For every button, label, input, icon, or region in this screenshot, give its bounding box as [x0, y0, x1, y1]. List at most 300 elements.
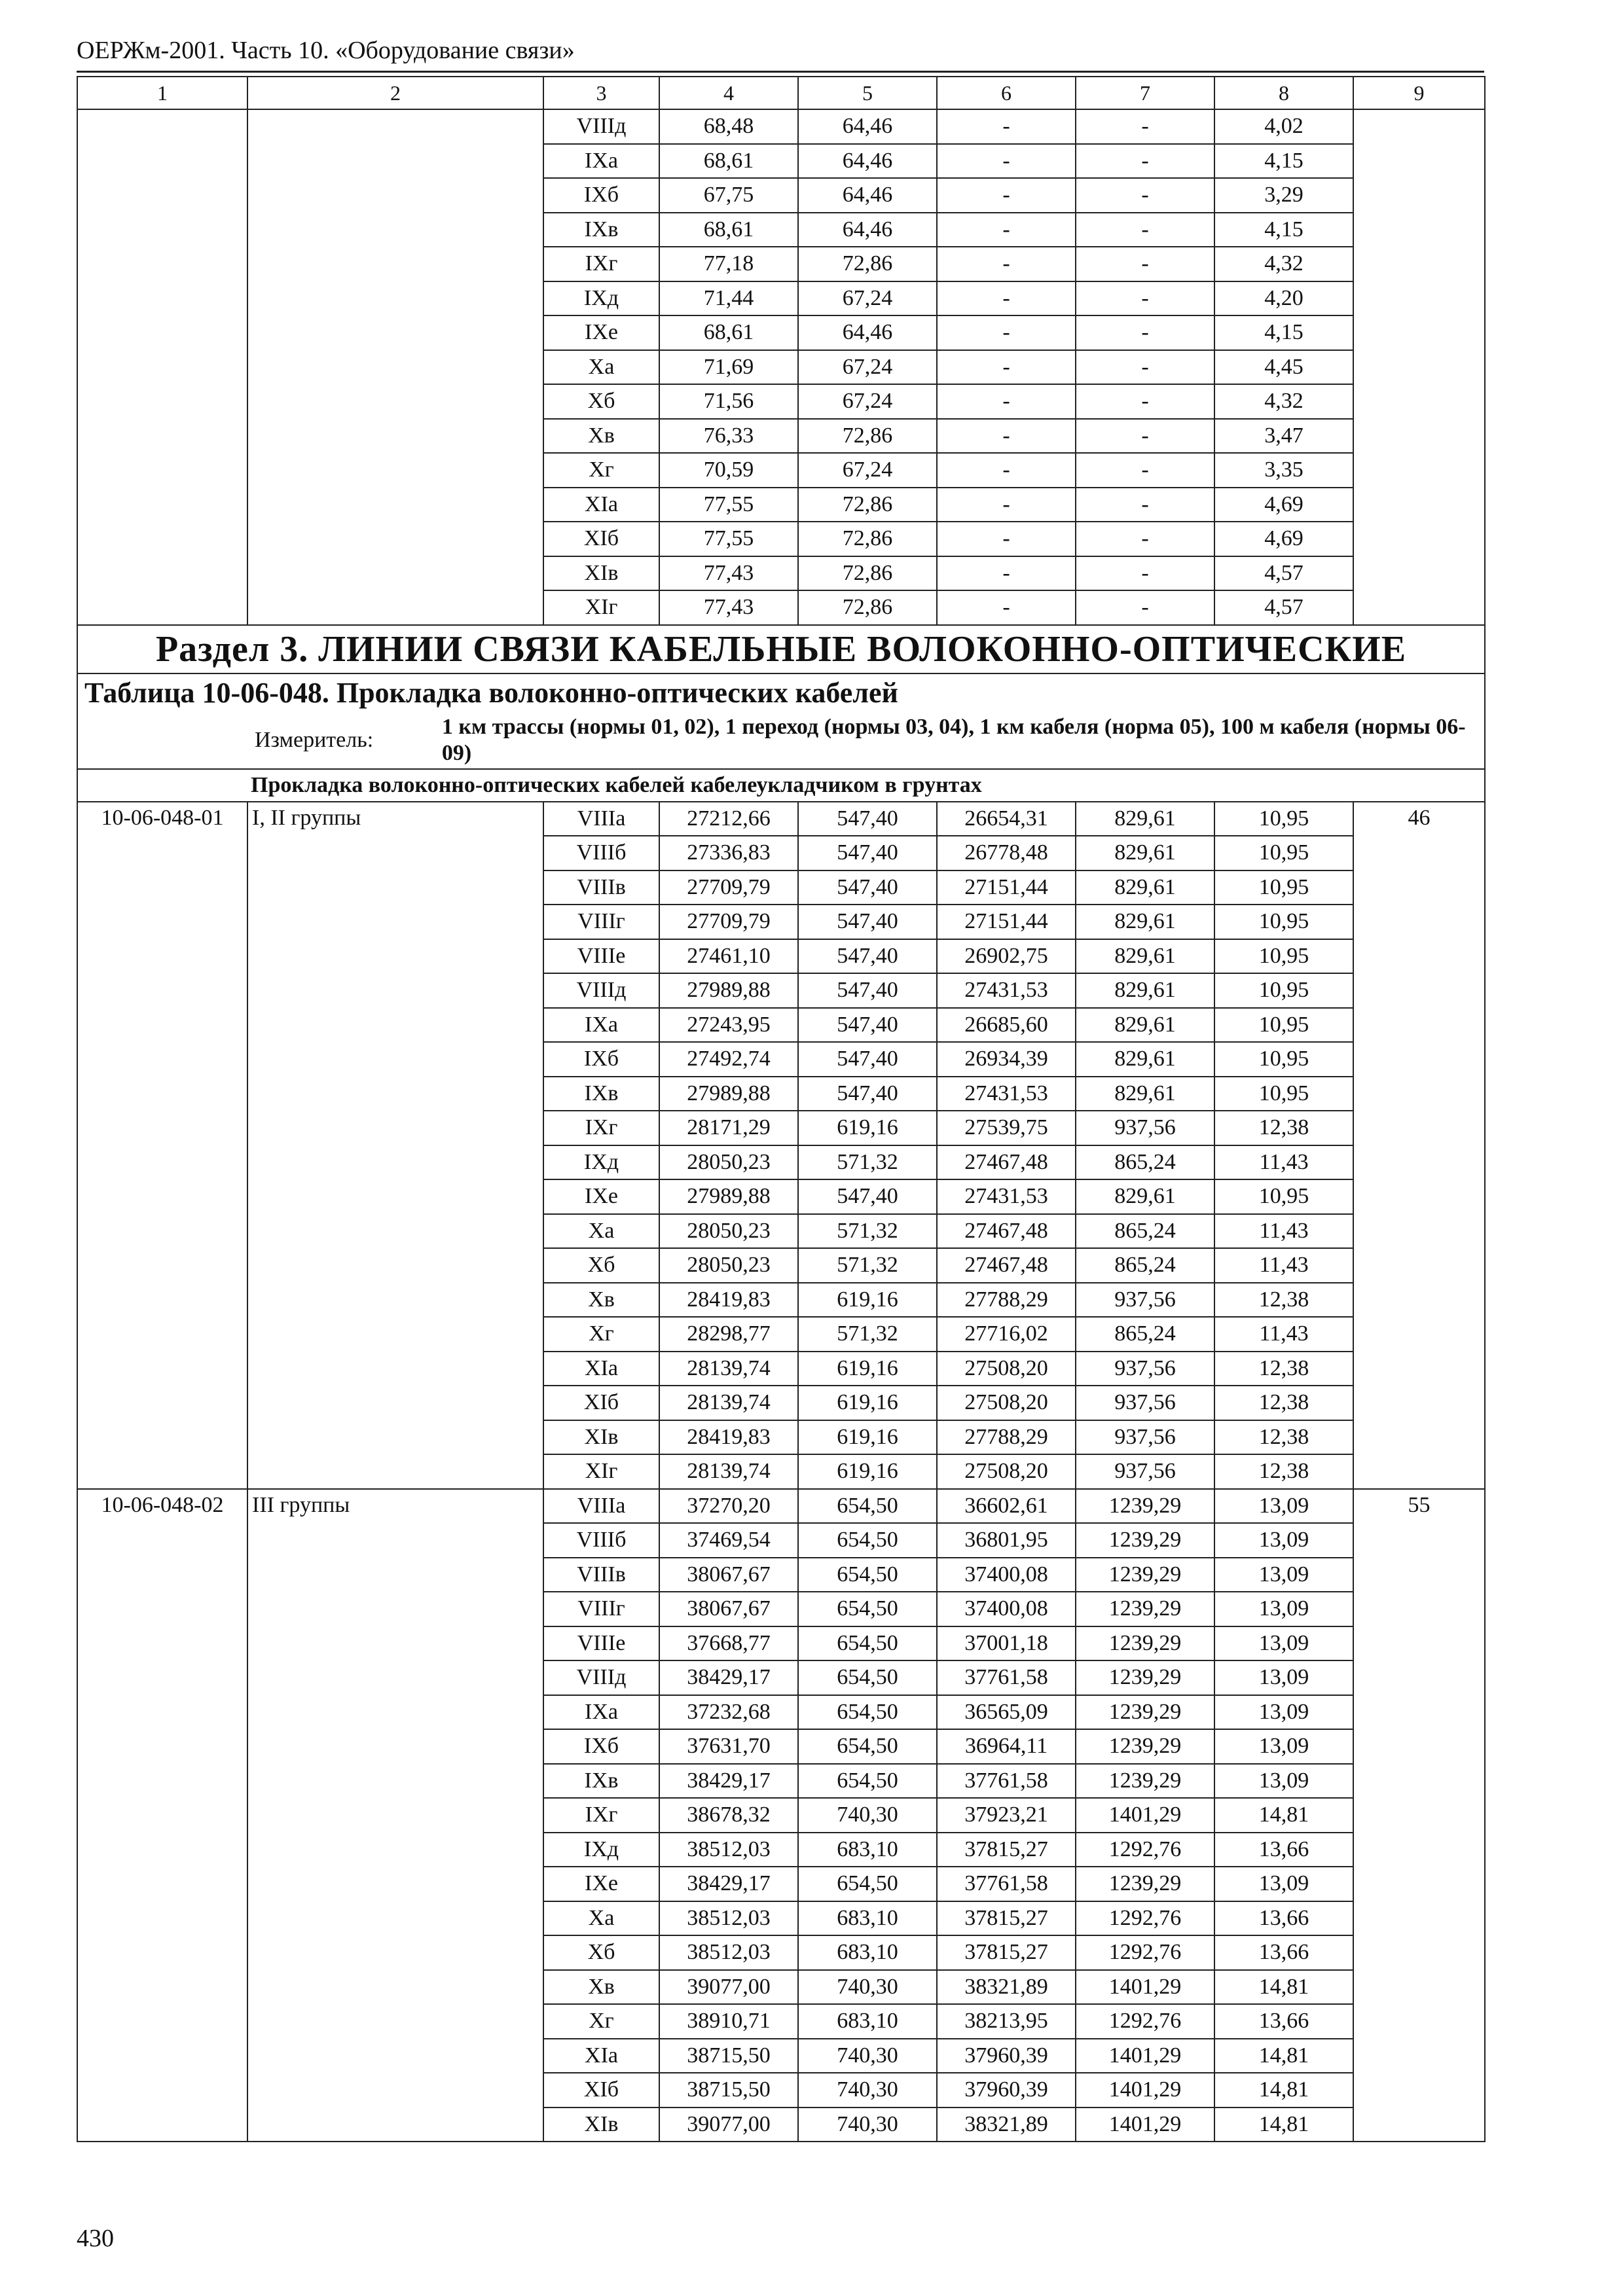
value-cell: 740,30 [798, 1798, 937, 1833]
value-cell: 37400,08 [937, 1592, 1076, 1626]
value-cell: 865,24 [1076, 1214, 1214, 1249]
unit-text: 1 км трассы (нормы 01, 02), 1 переход (нормы 03, 04), 1 км кабеля (норма 05), 100 м кабеля (нормы 06-09) [441, 714, 1466, 765]
value-cell: 1292,76 [1076, 2004, 1214, 2039]
value-cell: 683,10 [798, 1901, 937, 1936]
value-cell: - [1076, 144, 1214, 179]
value-cell: 12,38 [1214, 1420, 1353, 1455]
value-cell: 28050,23 [659, 1214, 798, 1249]
value-cell: 13,09 [1214, 1626, 1353, 1661]
value-cell: - [1076, 178, 1214, 213]
value-cell: 38512,03 [659, 1833, 798, 1867]
value-cell: IXд [543, 1145, 659, 1180]
value-cell: 71,56 [659, 384, 798, 419]
value-cell: 37960,39 [937, 2039, 1076, 2073]
value-cell: 68,48 [659, 109, 798, 144]
value-cell: 3,47 [1214, 419, 1353, 454]
value-cell: 37761,58 [937, 1867, 1076, 1901]
value-cell: 654,50 [798, 1558, 937, 1592]
value-cell: - [1076, 488, 1214, 522]
value-cell: IXа [543, 144, 659, 179]
value-cell: IXд [543, 281, 659, 316]
value-cell: 654,50 [798, 1523, 937, 1558]
value-cell: XIв [543, 2108, 659, 2142]
value-cell: 11,43 [1214, 1145, 1353, 1180]
section-title-row [77, 625, 1485, 673]
value-cell: 13,09 [1214, 1660, 1353, 1695]
value-cell: 38910,71 [659, 2004, 798, 2039]
value-cell: 77,55 [659, 488, 798, 522]
value-cell: 4,15 [1214, 213, 1353, 247]
value-cell: 619,16 [798, 1386, 937, 1420]
value-cell: 36801,95 [937, 1523, 1076, 1558]
value-cell: 1401,29 [1076, 1970, 1214, 2005]
value-cell: 1239,29 [1076, 1558, 1214, 1592]
table-title-row [77, 673, 1485, 712]
value-cell: 13,09 [1214, 1523, 1353, 1558]
value-cell: Xг [543, 453, 659, 488]
value-cell: 937,56 [1076, 1111, 1214, 1145]
value-cell: 10,95 [1214, 1008, 1353, 1043]
value-cell: 13,09 [1214, 1764, 1353, 1799]
value-cell: 12,38 [1214, 1386, 1353, 1420]
value-cell: - [937, 419, 1076, 454]
header-rule [77, 71, 1484, 73]
value-cell: 27788,29 [937, 1283, 1076, 1318]
value-cell: 37923,21 [937, 1798, 1076, 1833]
value-cell: 740,30 [798, 1970, 937, 2005]
value-cell: 28139,74 [659, 1454, 798, 1489]
value-cell: 547,40 [798, 870, 937, 905]
value-cell: 829,61 [1076, 973, 1214, 1008]
value-cell: Xа [543, 1214, 659, 1249]
value-cell: 38429,17 [659, 1660, 798, 1695]
value-cell: 654,50 [798, 1489, 937, 1524]
value-cell: XIг [543, 1454, 659, 1489]
value-cell: 37469,54 [659, 1523, 798, 1558]
value-cell: 36602,61 [937, 1489, 1076, 1524]
page-number: 430 [77, 2225, 114, 2252]
value-cell: VIIIе [543, 939, 659, 974]
column-number: 1 [77, 77, 247, 109]
value-cell: 654,50 [798, 1592, 937, 1626]
column-number: 4 [659, 77, 798, 109]
table-row [77, 1489, 1485, 1524]
value-cell: 13,09 [1214, 1695, 1353, 1730]
value-cell: 64,46 [798, 178, 937, 213]
value-cell: 27151,44 [937, 905, 1076, 939]
value-cell: 27151,44 [937, 870, 1076, 905]
value-cell: 27989,88 [659, 1077, 798, 1111]
value-cell: 547,40 [798, 836, 937, 870]
value-cell: 27709,79 [659, 905, 798, 939]
value-cell: 28050,23 [659, 1145, 798, 1180]
value-cell: 11,43 [1214, 1248, 1353, 1283]
value-cell: 4,69 [1214, 488, 1353, 522]
value-cell: 26902,75 [937, 939, 1076, 974]
value-cell: 77,43 [659, 590, 798, 625]
value-cell: - [1076, 109, 1214, 144]
table-title: Таблица 10-06-048. Прокладка волоконно-оптических кабелей [77, 673, 1485, 712]
value-cell: 4,02 [1214, 109, 1353, 144]
value-cell: 71,44 [659, 281, 798, 316]
value-cell: 4,32 [1214, 384, 1353, 419]
value-cell: 937,56 [1076, 1386, 1214, 1420]
value-cell: 571,32 [798, 1145, 937, 1180]
value-cell: 72,86 [798, 590, 937, 625]
value-cell: VIIIд [543, 1660, 659, 1695]
unit-cell [77, 712, 1485, 769]
value-cell: 68,61 [659, 144, 798, 179]
value-cell: 37232,68 [659, 1695, 798, 1730]
value-cell: VIIIд [543, 973, 659, 1008]
value-cell: XIв [543, 556, 659, 591]
value-cell: 829,61 [1076, 802, 1214, 836]
value-cell: 654,50 [798, 1764, 937, 1799]
value-cell: 829,61 [1076, 836, 1214, 870]
value-cell: 64,46 [798, 213, 937, 247]
value-cell: 28139,74 [659, 1352, 798, 1386]
unit-wrap [82, 712, 1480, 768]
value-cell: 865,24 [1076, 1248, 1214, 1283]
value-cell: 27431,53 [937, 1179, 1076, 1214]
value-cell: 937,56 [1076, 1454, 1214, 1489]
value-cell: Xб [543, 384, 659, 419]
value-cell: 937,56 [1076, 1283, 1214, 1318]
value-cell: 67,24 [798, 350, 937, 385]
value-cell: VIIIв [543, 870, 659, 905]
value-cell: IXе [543, 1867, 659, 1901]
value-cell: 571,32 [798, 1317, 937, 1352]
value-cell: IXб [543, 1042, 659, 1077]
value-cell: 11,43 [1214, 1214, 1353, 1249]
value-cell: 14,81 [1214, 1970, 1353, 2005]
value-cell: 27467,48 [937, 1214, 1076, 1249]
value-cell: IXб [543, 1729, 659, 1764]
value-cell: 28139,74 [659, 1386, 798, 1420]
value-cell: 27989,88 [659, 973, 798, 1008]
value-cell: 3,29 [1214, 178, 1353, 213]
value-cell: 547,40 [798, 1077, 937, 1111]
value-cell: 829,61 [1076, 1179, 1214, 1214]
value-cell: 10,95 [1214, 1042, 1353, 1077]
value-cell: 1292,76 [1076, 1935, 1214, 1970]
value-cell: 38429,17 [659, 1764, 798, 1799]
col9-value: 55 [1353, 1489, 1485, 2142]
value-cell: Xа [543, 350, 659, 385]
value-cell: 68,61 [659, 315, 798, 350]
value-cell: VIIIв [543, 1558, 659, 1592]
value-cell: 77,18 [659, 247, 798, 281]
value-cell: 13,66 [1214, 1935, 1353, 1970]
value-cell: 37960,39 [937, 2073, 1076, 2108]
value-cell: 12,38 [1214, 1454, 1353, 1489]
table-body [77, 77, 1485, 2142]
value-cell: 4,69 [1214, 522, 1353, 556]
value-cell: 72,86 [798, 556, 937, 591]
value-cell: 4,15 [1214, 144, 1353, 179]
value-cell: 38213,95 [937, 2004, 1076, 2039]
value-cell: 38321,89 [937, 1970, 1076, 2005]
value-cell: 14,81 [1214, 2039, 1353, 2073]
value-cell: 28298,77 [659, 1317, 798, 1352]
value-cell: 12,38 [1214, 1111, 1353, 1145]
value-cell: 71,69 [659, 350, 798, 385]
value-cell: - [1076, 281, 1214, 316]
value-cell: XIб [543, 2073, 659, 2108]
value-cell: 619,16 [798, 1283, 937, 1318]
value-cell: 37761,58 [937, 1764, 1076, 1799]
value-cell: 865,24 [1076, 1317, 1214, 1352]
value-cell: 37761,58 [937, 1660, 1076, 1695]
value-cell: 13,09 [1214, 1729, 1353, 1764]
value-cell: 683,10 [798, 1935, 937, 1970]
value-cell: 10,95 [1214, 836, 1353, 870]
value-cell: VIIIг [543, 905, 659, 939]
value-cell: 740,30 [798, 2039, 937, 2073]
value-cell: 14,81 [1214, 2073, 1353, 2108]
value-cell: 10,95 [1214, 973, 1353, 1008]
value-cell: 829,61 [1076, 870, 1214, 905]
value-cell: 740,30 [798, 2108, 937, 2142]
value-cell: 829,61 [1076, 939, 1214, 974]
value-cell: 72,86 [798, 247, 937, 281]
value-cell: 27709,79 [659, 870, 798, 905]
value-cell: 38715,50 [659, 2039, 798, 2073]
value-cell: 38321,89 [937, 2108, 1076, 2142]
value-cell: 28171,29 [659, 1111, 798, 1145]
norm-code: 10-06-048-02 [77, 1489, 247, 2142]
value-cell: - [937, 144, 1076, 179]
value-cell: 683,10 [798, 2004, 937, 2039]
col9-value: 46 [1353, 802, 1485, 1489]
column-number: 6 [937, 77, 1076, 109]
value-cell: 12,38 [1214, 1283, 1353, 1318]
value-cell: Xв [543, 1970, 659, 2005]
column-number-row [77, 77, 1485, 109]
value-cell: 1401,29 [1076, 2039, 1214, 2073]
value-cell: 37815,27 [937, 1833, 1076, 1867]
value-cell: - [1076, 453, 1214, 488]
value-cell: IXд [543, 1833, 659, 1867]
value-cell: 67,24 [798, 281, 937, 316]
value-cell: 1401,29 [1076, 2108, 1214, 2142]
value-cell: 740,30 [798, 2073, 937, 2108]
value-cell: IXг [543, 1798, 659, 1833]
value-cell: 4,15 [1214, 315, 1353, 350]
value-cell: - [1076, 522, 1214, 556]
value-cell: Xб [543, 1248, 659, 1283]
value-cell: 27492,74 [659, 1042, 798, 1077]
value-cell: 13,09 [1214, 1592, 1353, 1626]
value-cell: IXа [543, 1008, 659, 1043]
value-cell: XIа [543, 1352, 659, 1386]
value-cell: Xа [543, 1901, 659, 1936]
value-cell: 1401,29 [1076, 2073, 1214, 2108]
value-cell: 1239,29 [1076, 1867, 1214, 1901]
value-cell: 64,46 [798, 109, 937, 144]
value-cell: 619,16 [798, 1352, 937, 1386]
table-row [77, 109, 1485, 144]
value-cell: 4,20 [1214, 281, 1353, 316]
value-cell: XIб [543, 522, 659, 556]
value-cell: 27716,02 [937, 1317, 1076, 1352]
value-cell: 829,61 [1076, 905, 1214, 939]
value-cell: 38678,32 [659, 1798, 798, 1833]
value-cell: 13,66 [1214, 2004, 1353, 2039]
value-cell: 64,46 [798, 315, 937, 350]
value-cell: 68,61 [659, 213, 798, 247]
value-cell: - [937, 315, 1076, 350]
value-cell: 37631,70 [659, 1729, 798, 1764]
value-cell: 27989,88 [659, 1179, 798, 1214]
value-cell: 1401,29 [1076, 1798, 1214, 1833]
value-cell: 39077,00 [659, 1970, 798, 2005]
value-cell: 38067,67 [659, 1558, 798, 1592]
value-cell: 10,95 [1214, 1077, 1353, 1111]
value-cell: 27788,29 [937, 1420, 1076, 1455]
value-cell: - [937, 213, 1076, 247]
value-cell: 27243,95 [659, 1008, 798, 1043]
value-cell: 619,16 [798, 1420, 937, 1455]
value-cell: Xб [543, 1935, 659, 1970]
value-cell: 10,95 [1214, 939, 1353, 974]
value-cell: 38512,03 [659, 1901, 798, 1936]
value-cell: 27508,20 [937, 1386, 1076, 1420]
value-cell: 4,57 [1214, 590, 1353, 625]
value-cell: 829,61 [1076, 1008, 1214, 1043]
value-cell: 937,56 [1076, 1420, 1214, 1455]
value-cell: - [937, 453, 1076, 488]
value-cell: 13,09 [1214, 1489, 1353, 1524]
column-number: 9 [1353, 77, 1485, 109]
norm-name: I, II группы [247, 802, 543, 1489]
column-number: 2 [247, 77, 543, 109]
section-title: Раздел 3. ЛИНИИ СВЯЗИ КАБЕЛЬНЫЕ ВОЛОКОННО-ОПТИЧЕСКИЕ [77, 625, 1485, 673]
value-cell: 1292,76 [1076, 1901, 1214, 1936]
column-number: 5 [798, 77, 937, 109]
value-cell: 27539,75 [937, 1111, 1076, 1145]
column-number: 3 [543, 77, 659, 109]
value-cell: - [1076, 247, 1214, 281]
subheading-row [77, 769, 1485, 802]
norm-name: III группы [247, 1489, 543, 2142]
value-cell: - [937, 247, 1076, 281]
value-cell: 11,43 [1214, 1317, 1353, 1352]
value-cell: IXб [543, 178, 659, 213]
value-cell: - [937, 281, 1076, 316]
value-cell: 27467,48 [937, 1145, 1076, 1180]
value-cell: 13,09 [1214, 1867, 1353, 1901]
value-cell: 38067,67 [659, 1592, 798, 1626]
value-cell: 67,24 [798, 384, 937, 419]
name-cell-empty [247, 109, 543, 625]
value-cell: 28419,83 [659, 1283, 798, 1318]
value-cell: 72,86 [798, 419, 937, 454]
value-cell: 1239,29 [1076, 1592, 1214, 1626]
value-cell: 10,95 [1214, 870, 1353, 905]
value-cell: 547,40 [798, 939, 937, 974]
value-cell: IXе [543, 1179, 659, 1214]
value-cell: 13,09 [1214, 1558, 1353, 1592]
value-cell: 27508,20 [937, 1352, 1076, 1386]
value-cell: 4,57 [1214, 556, 1353, 591]
value-cell: XIв [543, 1420, 659, 1455]
value-cell: 865,24 [1076, 1145, 1214, 1180]
page-header: ОЕРЖм-2001. Часть 10. «Оборудование связи» [77, 37, 575, 64]
value-cell: 27461,10 [659, 939, 798, 974]
value-cell: IXе [543, 315, 659, 350]
value-cell: 37668,77 [659, 1626, 798, 1661]
value-cell: 571,32 [798, 1214, 937, 1249]
value-cell: 683,10 [798, 1833, 937, 1867]
value-cell: 1239,29 [1076, 1695, 1214, 1730]
value-cell: Xв [543, 419, 659, 454]
value-cell: 27431,53 [937, 1077, 1076, 1111]
value-cell: IXг [543, 247, 659, 281]
value-cell: 547,40 [798, 905, 937, 939]
value-cell: - [1076, 590, 1214, 625]
value-cell: VIIIд [543, 109, 659, 144]
value-cell: VIIIа [543, 802, 659, 836]
value-cell: - [937, 522, 1076, 556]
value-cell: 27467,48 [937, 1248, 1076, 1283]
table-row [77, 802, 1485, 836]
value-cell: XIб [543, 1386, 659, 1420]
value-cell: 37400,08 [937, 1558, 1076, 1592]
value-cell: 36565,09 [937, 1695, 1076, 1730]
norms-table [77, 76, 1486, 2142]
value-cell: XIг [543, 590, 659, 625]
value-cell: - [937, 556, 1076, 591]
value-cell: 72,86 [798, 488, 937, 522]
value-cell: 571,32 [798, 1248, 937, 1283]
value-cell: VIIIа [543, 1489, 659, 1524]
value-cell: 619,16 [798, 1111, 937, 1145]
value-cell: 829,61 [1076, 1077, 1214, 1111]
value-cell: 1292,76 [1076, 1833, 1214, 1867]
value-cell: 64,46 [798, 144, 937, 179]
unit-row [77, 712, 1485, 769]
value-cell: 654,50 [798, 1867, 937, 1901]
value-cell: 76,33 [659, 419, 798, 454]
value-cell: 27336,83 [659, 836, 798, 870]
value-cell: - [937, 350, 1076, 385]
value-cell: 37270,20 [659, 1489, 798, 1524]
value-cell: 547,40 [798, 1179, 937, 1214]
value-cell: 14,81 [1214, 1798, 1353, 1833]
value-cell: 1239,29 [1076, 1729, 1214, 1764]
value-cell: - [1076, 350, 1214, 385]
value-cell: 829,61 [1076, 1042, 1214, 1077]
value-cell: 1239,29 [1076, 1489, 1214, 1524]
unit-label: Измеритель: [255, 727, 374, 752]
value-cell: 26654,31 [937, 802, 1076, 836]
value-cell: 654,50 [798, 1660, 937, 1695]
value-cell: 37815,27 [937, 1901, 1076, 1936]
value-cell: 13,66 [1214, 1901, 1353, 1936]
value-cell: 1239,29 [1076, 1764, 1214, 1799]
value-cell: 654,50 [798, 1729, 937, 1764]
value-cell: 12,38 [1214, 1352, 1353, 1386]
value-cell: 1239,29 [1076, 1626, 1214, 1661]
code-cell-empty [77, 109, 247, 625]
subheading: Прокладка волоконно-оптических кабелей кабелеукладчиком в грунтах [77, 769, 1485, 802]
value-cell: 37001,18 [937, 1626, 1076, 1661]
value-cell: 3,35 [1214, 453, 1353, 488]
value-cell: 1239,29 [1076, 1523, 1214, 1558]
value-cell: 10,95 [1214, 1179, 1353, 1214]
value-cell: IXа [543, 1695, 659, 1730]
